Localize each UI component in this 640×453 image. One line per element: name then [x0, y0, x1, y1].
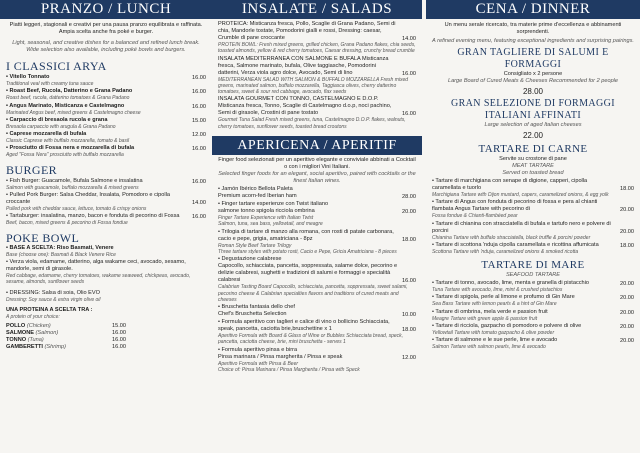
mare-row [432, 323, 634, 330]
classici-name: • Prosciutto di Fossa nera e mozzarella di bufala [6, 145, 135, 152]
classici-item [6, 74, 206, 87]
tartare-item [432, 242, 634, 255]
burger-row [6, 192, 206, 206]
classici-item [6, 131, 206, 144]
tartare-list [426, 178, 640, 255]
apericena-row [218, 304, 416, 318]
pranzo-intro-it: Piatti leggeri, stagionali e creativi per una pausa pranzo equilibrata e raffinata. Ampia scelta anche fra poké e burger. [9, 22, 203, 35]
tartare-name: • Tartare di chianina con stracciatella di bufala e tartufo nero e polvere di porcini [432, 220, 611, 234]
classici-name: • Roast Beef, Rucola, Datterino e Grana Padano [6, 88, 133, 95]
classici-desc-en: Traditional veal with creamy tuna sauce [6, 81, 94, 87]
apericena-item [218, 304, 416, 318]
tartare-item [432, 199, 634, 219]
burger-price: 16.00 [192, 214, 206, 221]
burger-desc-en: Pulled pork with cheddar sauce, lettuce, tomato & crispy onions [6, 206, 147, 213]
apericena-name: • Formula aperitivo pinsa e birra Pinsa marinara / Pinsa margherita / Pinsa e speak [218, 346, 343, 360]
protein-it: POLLO [6, 323, 26, 330]
insalata-row [218, 21, 416, 42]
apericena-item [218, 319, 416, 346]
poke-dressing: • DRESSING: Salsa di soia, Olio EVO [6, 289, 100, 296]
tartare-price: 20.00 [620, 207, 634, 214]
mare-desc-en: Salmon Tartare with salmon pearls, lime & avocado [432, 344, 546, 351]
insalata-name: PROTEICA: Misticanza fresca, Pollo, Scaglie di Grana Padano, Semi di chia, Mandorle tostate, Pomodorini gialli e rossi, Dressing: caesar, Crumble di pane croccante [218, 21, 396, 41]
tartare-sub3: Served on toasted bread [502, 170, 564, 176]
protein-en: (Salmon) [35, 330, 59, 337]
protein-it: GAMBERETTI [6, 344, 43, 351]
apericena-row [218, 229, 416, 243]
apericena-price: 16.00 [402, 278, 416, 285]
apericena-desc-en: Finger Tartare Experience with Italian Twist Salmon, tuna, sea bass, yellowtail, and meagre [218, 215, 323, 228]
apericena-list [212, 186, 422, 373]
apericena-intro-en: Selected finger foods for an elegant, social aperitivo, paired with cocktails or the finest Italian wines. [218, 171, 416, 185]
classici-name: • Carpaccio di bresaola rucola e grana [6, 116, 108, 123]
mare-price: 20.00 [620, 295, 634, 302]
protein-it: SALMONE [6, 330, 34, 337]
tartare-name: • Tartare di scottona 'nduja cipolla caramellata e ricottina affumicata [432, 241, 599, 248]
salumi-sub: Consigliato x 2 persone [503, 71, 563, 77]
pranzo-header: PRANZO / LUNCH [0, 0, 212, 19]
insalate-column [212, 0, 422, 453]
classici-desc-en: Roast beef, rucola, datterino tomatoes & Grana Padano [6, 95, 130, 102]
apericena-intro-it: Finger food selezionati per un aperitivo elegante e conviviale abbinati a Cocktail o con i migliori Vini Italiani. [218, 157, 416, 171]
burger-name: • Pulled Pork Burger: Salsa Cheddar, Insalata, Pomodoro e cipolla croccante [6, 192, 170, 206]
mare-item [432, 323, 634, 336]
burger-desc-en: Beef, bacon, mixed greens & pecorino di Fossa fondue [6, 220, 128, 227]
tartare-item [432, 221, 634, 241]
classici-title: I CLASSICI ARYA [6, 59, 107, 73]
mare-item [432, 294, 634, 307]
protein-price: 16.00 [112, 337, 126, 344]
pranzo-column [0, 0, 212, 453]
mare-desc-en: Tuna Tartare with avocado, lime, mint & crushed pistachios [432, 287, 563, 294]
insalata-row [218, 56, 416, 77]
apericena-desc-en: Calabrian Tasting Board Capocollo, schiacciata, pancetta, soppressata, sweet salami, pecorino cheese & Calabrian specialties flavors and traditions of cured meats and cheeses [218, 284, 408, 303]
classici-item [6, 88, 206, 101]
insalata-desc-en: PROTEIN BOWL: Fresh mixed greens, grilled chicken, Grana Padano flakes, chia seeds, toasted almonds, yellow & red cherry tomatoes, Caesar dressing, crunchy bread crumble [218, 42, 416, 55]
burger-row [6, 178, 206, 185]
pranzo-intro-en: Light, seasonal, and creative dishes for a balanced and refined lunch break. Wide selection also available, including poké bowls and burgers. [12, 40, 200, 53]
protein-price: 15.00 [112, 323, 126, 330]
classici-price: 16.00 [192, 146, 206, 153]
insalata-row [218, 96, 416, 117]
classici-desc-en: Bresaola carpaccio with arugula & Grana Padano [6, 123, 116, 130]
classici-desc-en: Marinated Angus beef, mixed greens & Castelmagno cheese [6, 109, 141, 116]
poke-verdure: • Verza viola, edamame, datterino, alga wakame ceci, avocado, sesamo, mandorle, semi di girasole. [6, 258, 186, 272]
protein-en: (Tuna) [27, 337, 44, 344]
poke-verdure-en: Red cabbage, edamame, cherry tomatoes, wakame seaweed, chickpeas, avocado, sesame, almonds, sunflower seeds [6, 272, 191, 286]
mare-item [432, 337, 634, 350]
burger-title: BURGER [6, 162, 58, 177]
poke-protein: UNA PROTEINA A SCELTA TRA : [6, 306, 93, 313]
mare-desc-en: Yellowtail Tartare with tomato gazpacho & olive powder [432, 330, 555, 337]
apericena-name: • Degustazione calabrese Capocollo, schiacciata, pancetta, soppressata, salame dolce, pecorino e delizie calabresi, sughetti e tradizioni di salumi e formaggi e specialità calabresi [218, 256, 398, 284]
poke-title: POKE BOWL [6, 230, 80, 245]
classici-row [6, 74, 206, 81]
poke-protein-en: A protein of your choice: [6, 313, 60, 320]
apericena-price: 18.00 [402, 236, 416, 243]
tartare-price: 18.00 [620, 186, 634, 192]
insalata-desc-en: Gourmet Tuna Salad Fresh mixed greens, tuna, Castelmagno D.O.P. flakes, walnuts, cherry tomatoes, sunflower seeds, toasted bread croutons [218, 117, 406, 130]
classici-row [6, 88, 206, 95]
mare-name: • Tartare di ricciola, gazpacho di pomodoro e polvere di olive [432, 323, 582, 330]
protein-row [6, 323, 126, 330]
apericena-desc-en: Roman Style Beef Tartare Trilogy Three tartare styles with potato rosti, Cacio e Pepe, Gricia Amatriciana - 8 pieces [218, 242, 397, 255]
apericena-price: 20.00 [402, 209, 416, 216]
mare-row [432, 309, 634, 316]
insalate-list [212, 21, 422, 130]
mare-title: TARTARE DI MARE [481, 259, 585, 272]
apericena-price: 12.00 [402, 354, 416, 361]
apericena-row [218, 186, 416, 200]
classici-desc-en: Classic Caprese with buffalo mozzarella, tomato & basil [6, 138, 130, 145]
insalata-item [218, 96, 416, 130]
apericena-item [218, 201, 416, 228]
mare-item [432, 280, 634, 293]
apericena-desc-en: Aperitivo Formula with Board & Glass of Wine or Bubbles Schiacciata bread, speck, pancetta, caciotta cheese, brie, mini bruschetta - serves 1 [218, 333, 404, 346]
mare-name: • Tartare di spigola, perle al limone e profumo di Gin Mare [432, 294, 575, 301]
protein-row [6, 344, 126, 351]
mare-row [432, 337, 634, 344]
tartare-item [432, 178, 634, 198]
classici-item [6, 103, 206, 116]
classici-price: 15.00 [192, 117, 206, 124]
tartare-title: TARTARE DI CARNE [478, 143, 588, 155]
mare-desc-en: Meagre Tartare with green apple & passion fruit [432, 315, 538, 322]
insalata-item [218, 56, 416, 96]
apericena-name: • Formula aperitivo con taglieri e calice di vino o bollicino Schiacciata, speak, pancetta, caciotta brie,bruschettine x 1 [218, 319, 390, 333]
cena-intro-en: A refined evening menu, featuring exceptional ingredients and surprising pairings. [432, 38, 634, 44]
apericena-item [218, 186, 416, 200]
protein-list [6, 323, 126, 351]
protein-name [6, 323, 51, 330]
formaggi-price: 22.00 [522, 131, 544, 140]
apericena-item [218, 229, 416, 256]
burger-item [6, 178, 206, 191]
apericena-desc-en: Aperitivo Formula with Pinsa & Beer Choice of: Pinsa Marinara / Pinsa Margherita / Pinsa with Speck [218, 360, 360, 374]
classici-price: 16.00 [192, 75, 206, 81]
protein-row [6, 337, 126, 344]
tartare-row [432, 178, 634, 192]
tartare-name: • Tartare di marchigiana con senape di digione, capperi, cipolla caramellata e tuorlo [432, 178, 588, 191]
classici-row [6, 131, 206, 138]
mare-sub: SEAFOOD TARTARE [505, 272, 561, 279]
tartare-sub: Servite su crostone di pane [499, 156, 567, 162]
mare-desc-en: Sea Bass Tartare with lemon pearls & a hint of Gin Mare [432, 301, 557, 308]
cena-intro-it: Un menu serale ricercato, tra materie prime d'eccellenza e abbinamenti sorprendenti. [444, 22, 622, 35]
formaggi-en: Large selection of aged Italian cheeses [484, 122, 582, 128]
classici-desc-en: Aged "Fossa Nera" prosciutto with buffalo mozzarella [6, 152, 124, 159]
burger-item [6, 213, 206, 226]
apericena-item [218, 256, 416, 303]
protein-name [6, 344, 66, 351]
classici-name: • Angus Marinato, Misticanza e Castelmagno [6, 102, 125, 109]
tartare-desc-en: Chianina Tartare with buffalo stracciatella, black truffle & porcini powder [432, 234, 591, 241]
insalata-price: 16.00 [402, 111, 416, 118]
tartare-desc-en: Fossa fondue & Chianti-flambéed pear [432, 213, 518, 220]
burger-row [6, 213, 206, 220]
salumi-price: 28.00 [522, 87, 544, 96]
classici-name: • Vitello Tonnato [6, 74, 50, 80]
poke-base-en: Base (choose one): Basmati & Black Venere Rice [6, 251, 116, 258]
mare-row [432, 280, 634, 287]
burger-name: • Fish Burger: Guacamole, Bufala Salmone e insalatina [6, 177, 143, 184]
mare-price: 20.00 [620, 324, 634, 331]
mare-price: 20.00 [620, 281, 634, 288]
tartare-row [432, 199, 634, 213]
salumi-title: GRAN TAGLIERE DI SALUMI E FORMAGGI [457, 47, 609, 70]
tartare-row [432, 221, 634, 235]
classici-row [6, 117, 206, 124]
mare-row [432, 294, 634, 301]
classici-list [0, 74, 212, 159]
apericena-row [218, 256, 416, 284]
insalata-name: INSALATA MEDITERRANEA CON SALMONE E BUFALA Misticanza fresca, Salmone marinato, bufala, Olive taggiasche, Pomodorini datterini, Verza viola agro dolce, Avocado, Semi di lino [218, 55, 389, 76]
burger-item [6, 192, 206, 212]
apericena-item [218, 347, 416, 374]
apericena-price: 28.00 [402, 194, 416, 201]
classici-price: 16.00 [192, 103, 206, 110]
apericena-price: 10.00 [402, 312, 416, 319]
tartare-price: 20.00 [620, 228, 634, 235]
burger-list [0, 178, 212, 227]
tartare-name: • Tartare di Angus con fonduta di pecorino di fossa e pera al chianti flambata Angus Tartare with pecorino di [432, 199, 598, 213]
classici-price: 16.00 [192, 89, 206, 96]
poke-dressing-en: Dressing: Soy sauce & extra virgin olive oil [6, 296, 101, 303]
burger-name: • Tartaburger: insalatina, manzo, bacon e fonduta di pecorino di Fossa [6, 213, 180, 220]
apericena-header: APERICENA / APERITIF [212, 136, 422, 155]
apericena-name: • Bruschetta fantasia dello chef Chef's Bruschetta Selection [218, 304, 295, 318]
salumi-en: Large Board of Cured Meats & Cheeses Recommended for 2 people [447, 78, 619, 84]
mare-list [426, 280, 640, 350]
poke-base: • BASE A SCELTA: Riso Basmati, Venere [6, 244, 114, 251]
classici-row [6, 103, 206, 110]
protein-en: (Shrimp) [44, 344, 66, 351]
protein-row [6, 330, 126, 337]
tartare-price: 18.00 [620, 242, 634, 249]
apericena-row [218, 347, 416, 361]
protein-en: (Chicken) [26, 323, 51, 330]
insalata-item [218, 21, 416, 55]
insalata-price: 16.00 [402, 70, 416, 77]
insalata-name: INSALATA GOURMET CON TONNO, CASTELMAGNO E D.O.P. Misticanza fresca, Tonno, Scaglie di Castelmagno d.o.p, noci pachino, Semi di girasole, Crostini di pane tostato [218, 96, 392, 117]
classici-row [6, 145, 206, 152]
apericena-price: 18.00 [402, 327, 416, 334]
mare-price: 20.00 [620, 309, 634, 316]
apericena-row [218, 319, 416, 333]
apericena-name: • Jamón Ibérico Bellota Paleta Premium acorn-fed Iberian ham [218, 186, 297, 200]
cena-header: CENA / DINNER [426, 0, 640, 19]
burger-price: 16.00 [192, 178, 206, 185]
apericena-name: • Trilogia di tartare di manzo alla romana, con rosti di patate carbonara, cacio e pepe, grigia, amatriciana - 8pz [218, 228, 394, 242]
apericena-name: • Finger tartare esperienze con Twist italiano salmone tonno spigola ricciola ombrina [218, 201, 329, 215]
mare-name: • Tartare di salmone e le sue perle, lime e avocado [432, 337, 558, 344]
formaggi-title: GRAN SELEZIONE DI FORMAGGI ITALIANI AFFINATI [450, 98, 615, 121]
cena-column [426, 0, 640, 453]
protein-it: TONNO [6, 337, 27, 344]
apericena-row [218, 201, 416, 215]
protein-name [6, 330, 58, 337]
mare-item [432, 309, 634, 322]
burger-price: 14.00 [192, 200, 206, 207]
classici-price: 12.00 [192, 132, 206, 139]
classici-name: • Caprese mozzarella di bufala [6, 131, 87, 138]
classici-item [6, 145, 206, 158]
protein-name [6, 337, 44, 344]
tartare-desc-en: Scottona Tartare with 'nduja, caramelized onions & smoked ricotta [432, 248, 579, 255]
burger-desc-en: Salmon with guacamole, buffalo mozzarella & mixed greens [6, 184, 139, 191]
insalate-header: INSALATE / SALADS [212, 0, 422, 19]
tartare-row [432, 242, 634, 249]
tartare-sub2: MEAT TARTARE [512, 163, 554, 169]
protein-price: 16.00 [112, 330, 126, 337]
insalata-price: 14.00 [402, 36, 416, 42]
mare-name: • Tartare di ombrina, mela verde e passion fruit [432, 308, 548, 315]
protein-price: 16.00 [112, 344, 126, 351]
classici-item [6, 117, 206, 130]
mare-name: • Tartare di tonno, avocado, lime, menta e granella di pistacchio [432, 280, 590, 287]
tartare-desc-en: Marchigiana Tartare with Dijon mustard, capers, caramelized onions, & egg yolk [432, 192, 609, 198]
insalata-desc-en: MEDITERRANEAN SALAD WITH SALMON & BUFFALO MOZZARELLA Fresh mixed greens, marinated salmon, buffalo mozzarella, Taggiasca olives, cherry datterino tomatoes, sweet & sour red cabbage, avocado, flax seeds [218, 76, 409, 96]
mare-price: 20.00 [620, 338, 634, 345]
